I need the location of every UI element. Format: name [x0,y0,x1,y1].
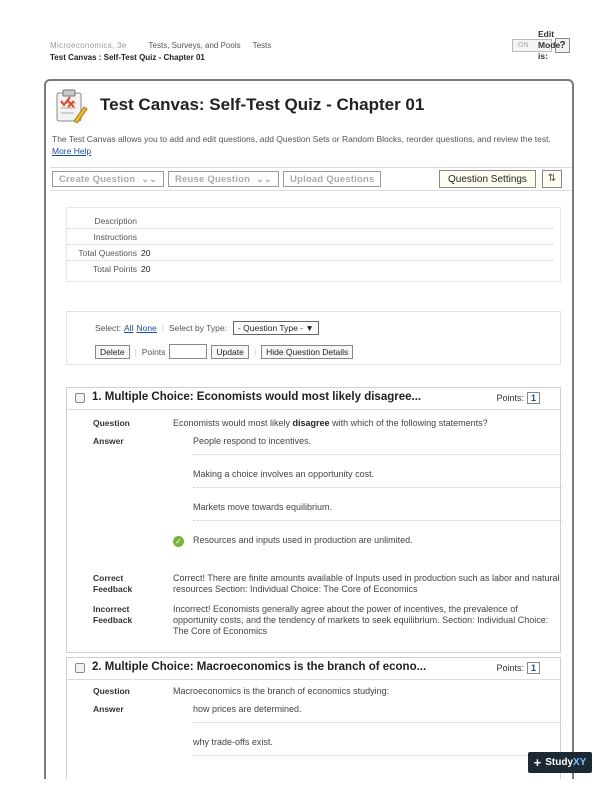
correct-feedback-label: Correct Feedback [93,573,133,594]
question-title[interactable]: 2. Multiple Choice: Macroeconomics is the branch of econo... [92,661,427,673]
question-label: Question [93,686,130,696]
create-question-label: Create Question [59,173,136,185]
question-type-select[interactable]: - Question Type - ▼ [233,321,319,335]
question-label: Question [93,418,130,428]
info-row-total-points [67,261,553,277]
info-row-description [67,213,553,229]
chevron-down-icon: ⌄⌄ [141,173,157,184]
page-header [52,87,567,129]
breadcrumb-tests-surveys-pools[interactable]: Tests, Surveys, and Pools [148,41,241,50]
answer-option: why trade-offs exist. [193,737,563,756]
incorrect-feedback-text: Incorrect! Economists generally agree about the power of incentives, the prevalence of opportunity costs, and the tendency of markets to seek equilibrium. Section: Individual Choice: The Core of Economics [173,604,549,636]
info-label: Description [94,216,137,226]
test-info [66,207,561,282]
page-description [52,133,567,157]
question-card [66,657,561,779]
info-label: Instructions [93,232,137,242]
info-label: Total Points [93,264,137,274]
points-label: Points: [496,393,524,403]
question-card [66,387,561,653]
question-header [67,388,560,410]
reuse-question-button[interactable] [168,171,279,187]
edit-mode-label: Edit Mode is: [538,29,561,61]
question-points [496,392,540,404]
points-input[interactable] [169,344,207,359]
info-row-instructions [67,229,553,245]
upload-questions-button[interactable]: Upload Questions [283,171,381,187]
studyxy-badge [528,752,592,773]
select-none-link[interactable]: None [136,323,157,333]
question-text [173,418,558,429]
answer-option-correct: Resources and inputs used in production are unlimited. [193,535,413,545]
answer-label: Answer [93,436,124,446]
update-button[interactable]: Update [211,345,248,359]
question-points [496,662,540,674]
answer-label: Answer [93,704,124,714]
select-label: Select: [95,323,121,333]
question-header [67,658,560,680]
info-row-total-questions [67,245,553,261]
page-title: Test Canvas: Self-Test Quiz - Chapter 01 [100,95,425,114]
answer-option: People respond to incentives. [193,436,563,455]
info-value: 20 [141,248,151,258]
question-text-part: with which of the following statements? [329,418,488,428]
question-text-bold: disagree [292,418,330,428]
question-checkbox[interactable] [75,393,85,403]
bulk-actions-row [95,344,353,359]
divider: | [161,323,164,333]
points-label: Points: [496,663,524,673]
edit-mode-toggle[interactable]: ON [512,39,552,52]
question-text: Macroeconomics is the branch of economics studying: [173,686,390,696]
plus-icon: + [533,755,542,770]
select-all-link[interactable]: All [124,323,134,333]
question-text-part: Economists would most likely [173,418,293,428]
divider: | [253,346,257,357]
divider: | [134,346,137,357]
question-checkbox[interactable] [75,663,85,673]
reuse-question-label: Reuse Question [175,173,251,185]
correct-check-icon: ✓ [173,536,184,547]
breadcrumb [50,41,293,50]
test-canvas-icon [52,87,90,125]
select-by-type-label: Select by Type: [169,323,227,333]
points-value[interactable]: 1 [527,662,540,674]
description-text: The Test Canvas allows you to add and edit questions, add Question Sets or Random Blocks, reorder questions, and review the test. [52,134,551,144]
hide-question-details-button[interactable]: Hide Question Details [261,345,353,359]
answer-option: how prices are determined. [193,704,563,723]
info-label: Total Questions [78,248,137,258]
help-icon[interactable]: ? [555,38,570,53]
select-row [95,321,319,335]
points-value[interactable]: 1 [527,392,540,404]
answer-option: Making a choice involves an opportunity cost. [193,469,563,488]
action-bar [50,167,572,191]
question-title[interactable]: 1. Multiple Choice: Economists would most likely disagree... [92,391,422,403]
question-settings-button[interactable]: Question Settings [439,170,536,188]
edit-mode [512,29,570,61]
question-type-value: - Question Type - [237,323,304,333]
create-question-button[interactable] [52,171,164,187]
test-canvas-panel [44,79,574,779]
sort-icon[interactable]: ⇅ [542,170,562,188]
breadcrumb-course[interactable]: Microeconomics, 3e [50,41,127,50]
watermark-accent: XY [573,757,587,768]
incorrect-feedback-label: Incorrect Feedback [93,604,133,625]
top-bar [50,29,570,63]
delete-button[interactable]: Delete [95,345,130,359]
correct-feedback-text: Correct! There are finite amounts available of Inputs used in production such as labor and natural resources Section: Individual Choice: The Core of Economics [173,573,560,594]
answer-option: Markets move towards equilibrium. [193,502,563,521]
more-help-link[interactable]: More Help [52,146,92,156]
breadcrumb-tests[interactable]: Tests [252,41,272,50]
info-value: 20 [141,264,151,274]
watermark-text: Study [545,757,574,768]
question-filter [66,311,561,365]
chevron-down-icon: ⌄⌄ [256,173,272,184]
points-label: Points [141,346,166,357]
page-subtitle: Test Canvas : Self-Test Quiz - Chapter 01 [50,53,205,62]
